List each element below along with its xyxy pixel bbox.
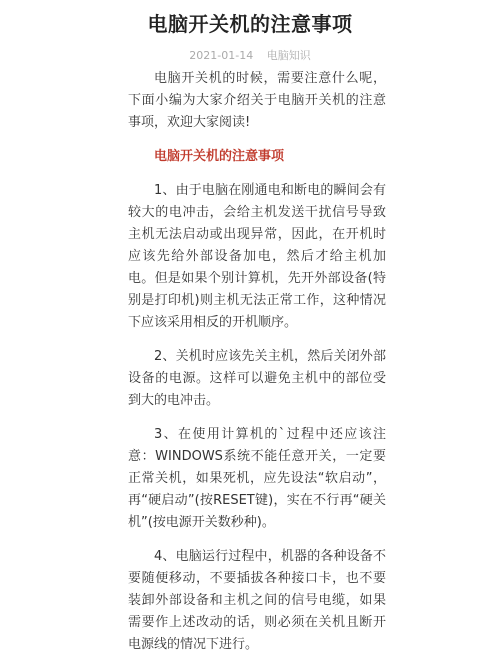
category-link[interactable]: 电脑知识: [266, 49, 311, 62]
article-title: 电脑开关机的注意事项: [147, 12, 353, 36]
article-meta: [0, 47, 500, 63]
section-heading: 电脑开关机的注意事项: [154, 149, 285, 164]
intro-paragraph: 电脑开关机的时候，需要注意什么呢，下面小编为大家介绍关于电脑开关机的注意事项，欢迎大家阅读!: [128, 71, 386, 130]
body-paragraph: 4、电脑运行过程中，机器的各种设备不要随便移动，不要插拔各种接口卡，也不要装卸外部设备和主机之间的信号电缆，如果需要作上述改动的话，则必须在关机且断开电源线的情况下进行。: [128, 549, 386, 652]
body-paragraph: 3、在使用计算机的`过程中还应该注意：WINDOWS系统不能任意开关，一定要正常关机，如果死机，应先设法“软启动”，再“硬启动”(按RESET键)，实在不行再“硬关机”(按电源开关数秒种)。: [128, 427, 386, 530]
article-body: [128, 68, 386, 656]
body-paragraph: 2、关机时应该先关主机，然后关闭外部设备的电源。这样可以避免主机中的部位受到大的电冲击。: [128, 349, 386, 408]
body-paragraph: 1、由于电脑在刚通电和断电的瞬间会有较大的电冲击，会给主机发送干扰信号导致主机无法启动或出现异常，因此，在开机时应该先给外部设备加电，然后才给主机加电。但是如果个别计算机，先开外部设备(特别是打印机)则主机无法正常工作，这种情况下应该采用相反的开机顺序。: [128, 183, 386, 330]
publish-date: 2021-01-14: [189, 49, 254, 62]
